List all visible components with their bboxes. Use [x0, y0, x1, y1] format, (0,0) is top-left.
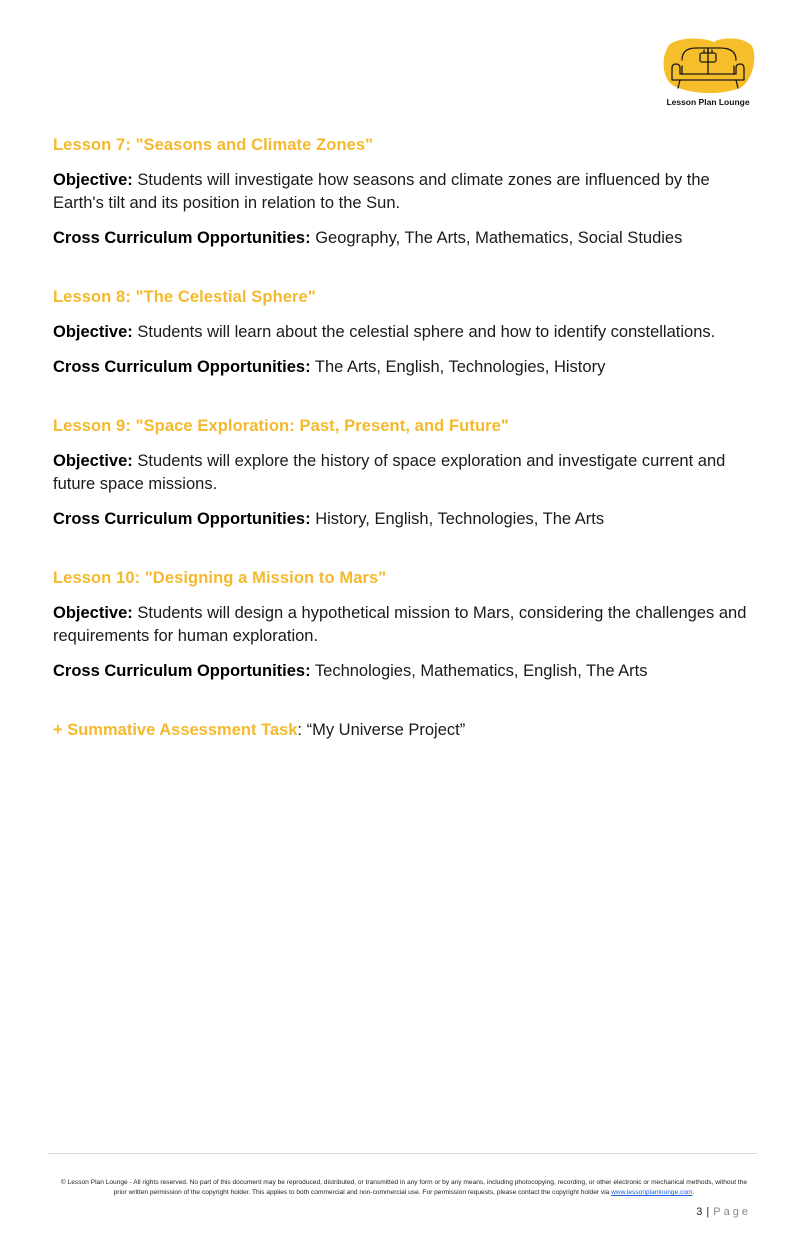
objective-label: Objective: [53, 604, 133, 622]
cross-curriculum-label: Cross Curriculum Opportunities: [53, 358, 311, 376]
cross-curriculum-label: Cross Curriculum Opportunities: [53, 229, 311, 247]
lesson-block [53, 415, 753, 531]
lesson-title: Lesson 9: "Space Exploration: Past, Present, and Future" [53, 417, 509, 435]
website-link[interactable]: www.lessonplanlounge.com [611, 1189, 693, 1196]
sofa-icon [660, 36, 756, 96]
lesson-block [53, 567, 753, 683]
page-separator: | [702, 1206, 714, 1218]
summative-label: + Summative Assessment Task [53, 721, 298, 739]
objective-label: Objective: [53, 171, 133, 189]
lesson-title: Lesson 8: "The Celestial Sphere" [53, 288, 316, 306]
cross-curriculum-text: The Arts, English, Technologies, History [310, 358, 606, 376]
lesson-cross-curriculum [53, 508, 753, 531]
lesson-block [53, 134, 753, 250]
cross-curriculum-text: Geography, The Arts, Mathematics, Social Studies [310, 229, 683, 247]
lesson-title: Lesson 7: "Seasons and Climate Zones" [53, 136, 374, 154]
cross-curriculum-text: Technologies, Mathematics, English, The Arts [310, 662, 648, 680]
objective-text: Students will explore the history of space exploration and investigate current and future space missions. [53, 452, 726, 493]
objective-label: Objective: [53, 452, 133, 470]
page-number [696, 1206, 751, 1218]
lesson-list [53, 134, 753, 741]
objective-text: Students will investigate how seasons and climate zones are influenced by the Earth's tilt and its position in relation to the Sun. [53, 171, 710, 212]
lesson-cross-curriculum [53, 660, 753, 683]
objective-label: Objective: [53, 323, 133, 341]
page-number-value: 3 [696, 1206, 703, 1218]
lesson-plan-lounge-logo [660, 36, 756, 112]
objective-text: Students will learn about the celestial sphere and how to identify constellations. [132, 323, 716, 341]
lesson-block [53, 286, 753, 379]
footer-divider [48, 1153, 757, 1154]
footer-copyright [58, 1178, 750, 1198]
lesson-title: Lesson 10: "Designing a Mission to Mars" [53, 569, 387, 587]
lesson-cross-curriculum [53, 356, 753, 379]
logo-text: Lesson Plan Lounge [666, 97, 750, 107]
lesson-objective [53, 602, 753, 648]
summative-assessment-task [53, 719, 753, 741]
lesson-cross-curriculum [53, 227, 753, 250]
page-label: Page [713, 1206, 751, 1218]
lesson-objective [53, 321, 753, 344]
lesson-objective [53, 450, 753, 496]
cross-curriculum-text: History, English, Technologies, The Arts [310, 510, 605, 528]
cross-curriculum-label: Cross Curriculum Opportunities: [53, 510, 311, 528]
lesson-objective [53, 169, 753, 215]
cross-curriculum-label: Cross Curriculum Opportunities: [53, 662, 311, 680]
copyright-end: . [692, 1189, 695, 1196]
summative-text: : “My Universe Project” [297, 721, 466, 739]
copyright-text: © Lesson Plan Lounge - All rights reserved. No part of this document may be reproduced, distributed, or transmitted in any form or by any means, including photocopying, recording, or other electronic or mechanical methods, without the prior written permission of the copyright holder. This applies to both commercial and non-commercial use. For permission requests, please contact the copyright holder via [60, 1179, 748, 1196]
objective-text: Students will design a hypothetical mission to Mars, considering the challenges and requirements for human exploration. [53, 604, 747, 645]
